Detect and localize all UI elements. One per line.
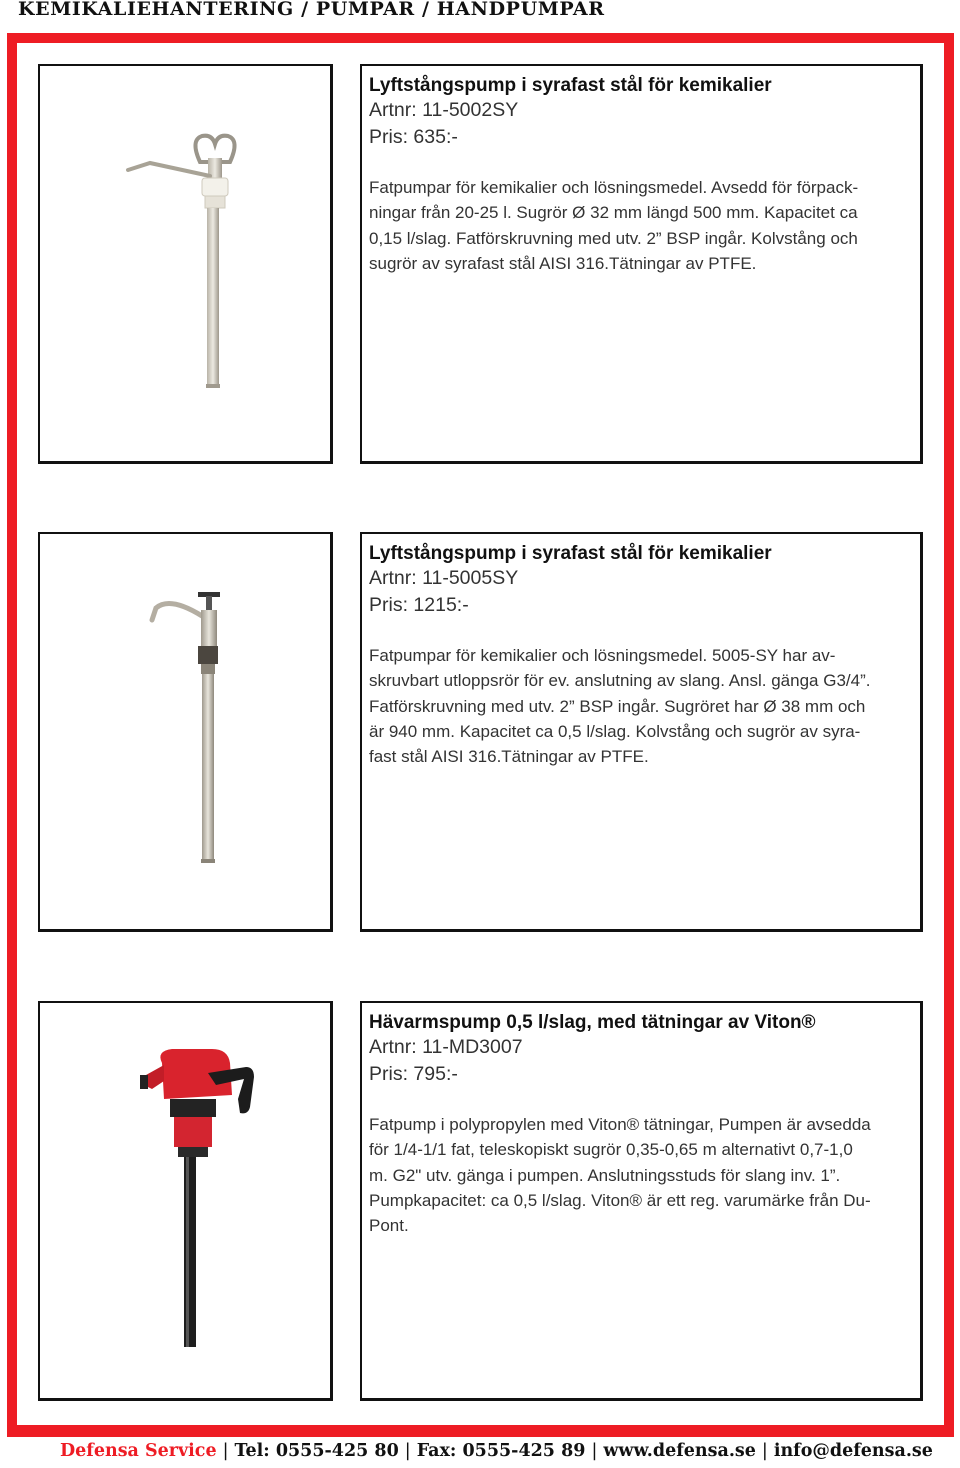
footer-separator: | <box>591 1441 598 1461</box>
footer-email-link[interactable]: info@defensa.se <box>773 1441 933 1461</box>
desc-line: Fatförskruvning med utv. 2” BSP ingår. Sugröret har Ø 38 mm och <box>369 696 866 716</box>
footer-separator: | <box>404 1441 411 1461</box>
product-2-title: Lyftstångspump i syrafast stål för kemikalier <box>369 543 772 564</box>
product-2-price: Pris: 1215:- <box>369 594 469 616</box>
desc-line: 0,15 l/slag. Fatförskruvning med utv. 2” BSP ingår. Kolvstång och <box>369 228 858 248</box>
desc-line: Fatpumpar för kemikalier och lösningsmedel. 5005-SY har av- <box>369 646 836 665</box>
desc-line: Pumpkapacitet: ca 0,5 l/slag. Viton® är ett reg. varumärke från Du- <box>369 1190 871 1210</box>
product-2-image-box <box>38 532 333 932</box>
desc-line: fast stål AISI 316.Tätningar av PTFE. <box>369 747 649 767</box>
page-header-title: KEMIKALIEHANTERING / PUMPAR / HANDPUMPAR <box>18 0 605 20</box>
red-lever-pump-image <box>40 1003 335 1403</box>
product-2-text-box <box>360 532 923 932</box>
desc-line: Fatpumpar för kemikalier och lösningsmedel. Avsedd för förpack- <box>369 178 859 197</box>
lever-pump-stainless-image <box>40 66 335 466</box>
desc-line: m. G2" utv. gänga i pumpen. Anslutningsstuds för slang inv. 1”. <box>369 1165 841 1185</box>
desc-line: ningar från 20-25 l. Sugrör Ø 32 mm längd 500 mm. Kapacitet ca <box>369 203 858 223</box>
page-footer <box>60 1441 933 1461</box>
footer-separator: | <box>222 1441 229 1461</box>
product-2-artnr: Artnr: 11-5005SY <box>369 567 519 589</box>
footer-brand: Defensa Service <box>60 1441 217 1461</box>
product-3-description <box>369 1112 910 1238</box>
product-1-artnr: Artnr: 11-5002SY <box>369 99 519 121</box>
product-1-text-box <box>360 64 923 464</box>
product-3-artnr: Artnr: 11-MD3007 <box>369 1036 523 1058</box>
lever-pump-long-image <box>40 534 335 934</box>
product-1-price: Pris: 635:- <box>369 126 458 148</box>
desc-line: för 1/4-1/1 fat, teleskopiskt sugrör 0,35-0,65 m alternativt 0,7-1,0 <box>369 1140 853 1160</box>
desc-line: Fatpump i polypropylen med Viton® tätningar, Pumpen är avsedda <box>369 1115 871 1134</box>
footer-fax: Fax: 0555-425 89 <box>416 1441 586 1461</box>
desc-line: är 940 mm. Kapacitet ca 0,5 l/slag. Kolvstång och sugrör av syra- <box>369 721 861 741</box>
product-1-image-box <box>38 64 333 464</box>
product-2-description <box>369 643 910 769</box>
product-1-description <box>369 175 910 276</box>
product-3-image-box <box>38 1001 333 1401</box>
desc-line: Pont. <box>369 1216 409 1236</box>
product-1-title: Lyftstångspump i syrafast stål för kemikalier <box>369 75 772 96</box>
desc-line: skruvbart utloppsrör för ev. anslutning av slang. Ansl. gänga G3/4”. <box>369 671 871 691</box>
desc-line: sugrör av syrafast stål AISI 316.Tätningar av PTFE. <box>369 253 757 273</box>
product-3-text-box <box>360 1001 923 1401</box>
product-3-price: Pris: 795:- <box>369 1063 458 1085</box>
footer-separator: | <box>761 1441 768 1461</box>
footer-website-link[interactable]: www.defensa.se <box>603 1441 756 1461</box>
product-3-title: Hävarmspump 0,5 l/slag, med tätningar av Viton® <box>369 1012 816 1033</box>
footer-phone: Tel: 0555-425 80 <box>234 1441 399 1461</box>
